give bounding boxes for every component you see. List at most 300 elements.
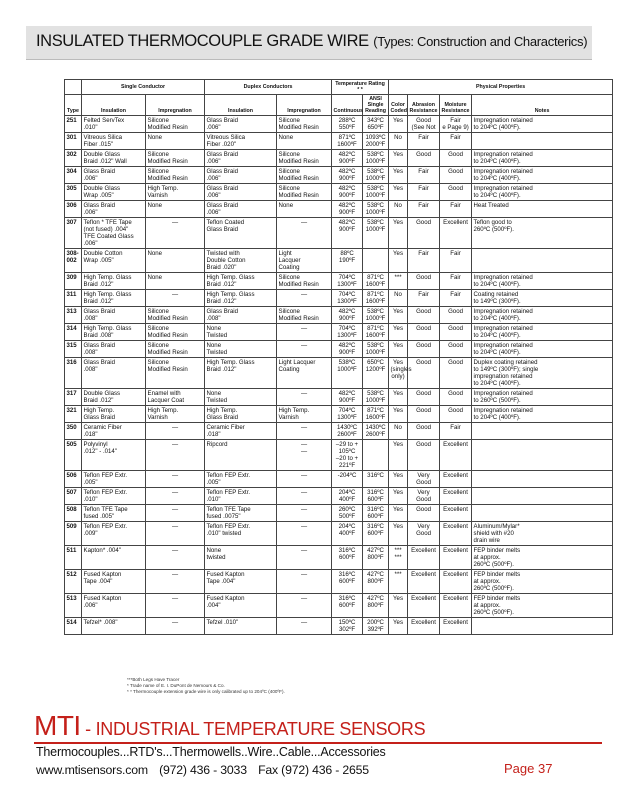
- cell-notes: Impregnation retained to 204ºC (400ºF).: [472, 324, 613, 341]
- cell-moisture: Good: [440, 324, 472, 341]
- cell-duplex-impregnation: Light Lacquer Coating: [277, 358, 332, 389]
- cell-continuous: 204ºC 400ºF: [332, 522, 363, 546]
- cell-type: 317: [65, 389, 82, 406]
- cell-single-impregnation: Silicone Modified Resin: [146, 167, 205, 184]
- cell-color-coded: Yes: [389, 389, 408, 406]
- cell-duplex-insulation: Glass Braid .006": [205, 116, 277, 133]
- cell-notes: Impregnation retained to 204ºC (400ºF).: [472, 184, 613, 201]
- cell-type: 514: [65, 618, 82, 635]
- cell-abrasion: Good: [408, 389, 440, 406]
- table-row: [65, 440, 613, 471]
- cell-color-coded: Yes: [389, 167, 408, 184]
- cell-continuous: 288ºC 550ºF: [332, 116, 363, 133]
- cell-single-impregnation: High Temp. Varnish: [146, 406, 205, 423]
- cell-single-impregnation: None: [146, 273, 205, 290]
- cell-duplex-impregnation: —: [277, 218, 332, 249]
- cell-moisture: Good: [440, 389, 472, 406]
- cell-type: 308- 002: [65, 249, 82, 273]
- cell-single-impregnation: None: [146, 133, 205, 150]
- cell-ansi-single: 427ºC 800ºF: [363, 546, 389, 570]
- cell-ansi-single: [363, 440, 389, 471]
- footer-divider: [34, 742, 602, 744]
- table-row: [65, 358, 613, 389]
- table-row: [65, 324, 613, 341]
- cell-single-insulation: Polyvinyl .012" - .014": [82, 440, 146, 471]
- cell-duplex-impregnation: —: [277, 522, 332, 546]
- fax-number: Fax (972) 436 - 2655: [258, 763, 369, 777]
- cell-moisture: Excellent: [440, 594, 472, 618]
- duplex-conductors-header: Duplex Conductors: [205, 80, 332, 95]
- cell-duplex-insulation: None twisted: [205, 546, 277, 570]
- cell-ansi-single: 871ºC 1600ºF: [363, 406, 389, 423]
- cell-moisture: Excellent: [440, 440, 472, 471]
- cell-color-coded: Yes: [389, 406, 408, 423]
- cell-single-impregnation: —: [146, 471, 205, 488]
- col-header-moisture: Moisture Resistance: [440, 95, 472, 116]
- cell-single-insulation: Glass Braid .008": [82, 358, 146, 389]
- cell-color-coded: Yes: [389, 594, 408, 618]
- cell-notes: FEP binder melts at approx. 260ºC (500ºF).: [472, 594, 613, 618]
- cell-single-insulation: Kapton* .004": [82, 546, 146, 570]
- table-row: [65, 406, 613, 423]
- brand-logo-text: MTI: [34, 710, 81, 741]
- col-header-single-insulation: Insulation: [82, 95, 146, 116]
- cell-continuous: 482ºC 900ºF: [332, 341, 363, 358]
- cell-continuous: 482ºC 900ºF: [332, 201, 363, 218]
- col-header-duplex-impregnation: Impregnation: [277, 95, 332, 116]
- cell-duplex-impregnation: None: [277, 201, 332, 218]
- cell-abrasion: Fair: [408, 167, 440, 184]
- table-row: [65, 505, 613, 522]
- cell-notes: [472, 505, 613, 522]
- table-row: [65, 594, 613, 618]
- cell-abrasion: Fair: [408, 201, 440, 218]
- cell-ansi-single: [363, 249, 389, 273]
- cell-duplex-impregnation: —: [277, 389, 332, 406]
- cell-single-impregnation: None: [146, 201, 205, 218]
- cell-continuous: 88ºC 190ºF: [332, 249, 363, 273]
- cell-duplex-impregnation: —: [277, 618, 332, 635]
- cell-moisture: Excellent: [440, 218, 472, 249]
- cell-duplex-insulation: None Twisted: [205, 324, 277, 341]
- cell-notes: [472, 618, 613, 635]
- cell-duplex-impregnation: —: [277, 471, 332, 488]
- cell-abrasion: Excellent: [408, 618, 440, 635]
- page-subtitle: (Types: Construction and Characterics): [373, 34, 588, 49]
- cell-notes: FEP binder melts at approx. 260ºC (500ºF).: [472, 546, 613, 570]
- cell-single-impregnation: —: [146, 546, 205, 570]
- cell-moisture: Good: [440, 406, 472, 423]
- cell-moisture: Fair: [440, 273, 472, 290]
- cell-abrasion: Good (See Not: [408, 116, 440, 133]
- cell-type: 511: [65, 546, 82, 570]
- cell-notes: Coating retained to 149ºC (300ºF).: [472, 290, 613, 307]
- cell-ansi-single: 427ºC 800ºF: [363, 570, 389, 594]
- cell-single-impregnation: High Temp. Varnish: [146, 184, 205, 201]
- cell-duplex-impregnation: —: [277, 324, 332, 341]
- cell-duplex-insulation: Glass Braid .006": [205, 167, 277, 184]
- cell-continuous: 316ºC 600ºF: [332, 594, 363, 618]
- table-row: [65, 471, 613, 488]
- cell-duplex-insulation: Glass Braid .008": [205, 307, 277, 324]
- cell-color-coded: ***: [389, 570, 408, 594]
- cell-abrasion: Good: [408, 406, 440, 423]
- cell-single-insulation: Teflon FEP Extr. .010": [82, 488, 146, 505]
- cell-abrasion: Good: [408, 505, 440, 522]
- col-header-color-coded: Color Coded: [389, 95, 408, 116]
- cell-single-impregnation: None: [146, 249, 205, 273]
- footnote: * Trade name of E. I. DuPont de Nemours & Co.: [127, 683, 225, 689]
- cell-duplex-insulation: Tefzel .010": [205, 618, 277, 635]
- cell-moisture: Good: [440, 150, 472, 167]
- cell-ansi-single: 871ºC 1600ºF: [363, 290, 389, 307]
- cell-duplex-insulation: Twisted with Double Cotton Braid .020": [205, 249, 277, 273]
- cell-single-impregnation: —: [146, 488, 205, 505]
- cell-moisture: Fair: [440, 423, 472, 440]
- col-header-single-impregnation: Impregnation: [146, 95, 205, 116]
- cell-type: 507: [65, 488, 82, 505]
- table-row: [65, 341, 613, 358]
- cell-color-coded: Yes: [389, 249, 408, 273]
- cell-abrasion: Excellent: [408, 546, 440, 570]
- cell-color-coded: Yes: [389, 618, 408, 635]
- cell-single-impregnation: —: [146, 440, 205, 471]
- col-header-notes: Notes: [472, 95, 613, 116]
- cell-moisture: Good: [440, 341, 472, 358]
- table-row: [65, 570, 613, 594]
- cell-ansi-single: 200ºC 392ºF: [363, 618, 389, 635]
- cell-single-impregnation: —: [146, 570, 205, 594]
- cell-ansi-single: 538ºC 1000ºF: [363, 218, 389, 249]
- cell-type: 302: [65, 150, 82, 167]
- cell-notes: Heat Treated: [472, 201, 613, 218]
- cell-moisture: Excellent: [440, 522, 472, 546]
- website-link[interactable]: www.mtisensors.com: [36, 763, 148, 777]
- cell-single-insulation: Teflon FEP Extr. .005": [82, 471, 146, 488]
- cell-single-insulation: Tefzel* .008": [82, 618, 146, 635]
- page-header: [26, 26, 592, 60]
- cell-moisture: Excellent: [440, 505, 472, 522]
- cell-type: 307: [65, 218, 82, 249]
- cell-continuous: 316ºC 600ºF: [332, 570, 363, 594]
- table-row: [65, 618, 613, 635]
- cell-color-coded: Yes: [389, 184, 408, 201]
- cell-type: 321: [65, 406, 82, 423]
- cell-abrasion: Good: [408, 423, 440, 440]
- table-row: [65, 307, 613, 324]
- cell-continuous: 538ºC 1000ºF: [332, 358, 363, 389]
- cell-type: 509: [65, 522, 82, 546]
- cell-color-coded: Yes: [389, 150, 408, 167]
- cell-single-insulation: Double Glass Braid .012": [82, 389, 146, 406]
- cell-ansi-single: 538ºC 1000ºF: [363, 184, 389, 201]
- cell-single-insulation: Double Glass Wrap .005": [82, 184, 146, 201]
- cell-type: 505: [65, 440, 82, 471]
- cell-notes: Impregnation retained to 204ºC (400ºF).: [472, 150, 613, 167]
- cell-single-insulation: Glass Braid .006": [82, 167, 146, 184]
- cell-duplex-insulation: High Temp. Glass Braid .012": [205, 290, 277, 307]
- cell-moisture: Fair: [440, 249, 472, 273]
- cell-notes: Impregnation retained to 260ºC (500ºF).: [472, 389, 613, 406]
- cell-ansi-single: 1093ºC 2000ºF: [363, 133, 389, 150]
- cell-abrasion: Good: [408, 358, 440, 389]
- cell-ansi-single: 538ºC 1000ºF: [363, 167, 389, 184]
- cell-single-impregnation: Silicone Modified Resin: [146, 324, 205, 341]
- brand-tagline: - INDUSTRIAL TEMPERATURE SENSORS: [85, 719, 426, 739]
- cell-notes: [472, 471, 613, 488]
- cell-ansi-single: 316ºC: [363, 471, 389, 488]
- cell-continuous: 482ºC 900ºF: [332, 389, 363, 406]
- cell-notes: Impregnation retained to 204ºC (400ºF).: [472, 167, 613, 184]
- table-row: [65, 273, 613, 290]
- table-row: [65, 389, 613, 406]
- cell-color-coded: No: [389, 423, 408, 440]
- cell-notes: Impregnation retained to 204ºC (400ºF).: [472, 307, 613, 324]
- cell-single-insulation: Fused Kapton Tape .004": [82, 570, 146, 594]
- blank-header: [65, 80, 82, 95]
- cell-single-impregnation: Silicone Modified Resin: [146, 358, 205, 389]
- cell-moisture: Good: [440, 307, 472, 324]
- cell-ansi-single: 316ºC 600ºF: [363, 505, 389, 522]
- cell-abrasion: Good: [408, 341, 440, 358]
- cell-type: 506: [65, 471, 82, 488]
- cell-continuous: 704ºC 1300ºF: [332, 324, 363, 341]
- cell-ansi-single: 538ºC 1000ºF: [363, 389, 389, 406]
- cell-continuous: 482ºC 900ºF: [332, 150, 363, 167]
- product-list: Thermocouples...RTD's...Thermowells..Wire..Cable...Accessories: [36, 745, 386, 759]
- table-row: [65, 116, 613, 133]
- cell-abrasion: Fair: [408, 133, 440, 150]
- cell-duplex-impregnation: Silicone Modified Resin: [277, 307, 332, 324]
- cell-continuous: 204ºC 400ºF: [332, 488, 363, 505]
- cell-duplex-impregnation: Silicone Modified Resin: [277, 167, 332, 184]
- cell-color-coded: Yes: [389, 218, 408, 249]
- cell-duplex-insulation: Glass Braid .006": [205, 184, 277, 201]
- physical-properties-header: Physical Properties: [389, 80, 613, 95]
- cell-color-coded: Yes: [389, 440, 408, 471]
- cell-type: 315: [65, 341, 82, 358]
- cell-color-coded: Yes: [389, 488, 408, 505]
- cell-continuous: 871ºC 1600ºF: [332, 133, 363, 150]
- cell-type: 350: [65, 423, 82, 440]
- cell-duplex-impregnation: Silicone Modified Resin: [277, 116, 332, 133]
- cell-duplex-impregnation: —: [277, 341, 332, 358]
- cell-single-insulation: Ceramic Fiber .018": [82, 423, 146, 440]
- cell-continuous: 704ºC 1300ºF: [332, 406, 363, 423]
- col-header-duplex-insulation: Insulation: [205, 95, 277, 116]
- cell-single-insulation: Fused Kapton .006": [82, 594, 146, 618]
- cell-color-coded: No: [389, 133, 408, 150]
- cell-single-insulation: Felted ServTex .010": [82, 116, 146, 133]
- table-group-header-row: [65, 80, 613, 95]
- cell-moisture: Good: [440, 184, 472, 201]
- footnotes: [127, 677, 285, 696]
- cell-abrasion: Good: [408, 273, 440, 290]
- cell-single-impregnation: —: [146, 522, 205, 546]
- cell-duplex-impregnation: —: [277, 423, 332, 440]
- table-row: [65, 546, 613, 570]
- wire-table-container: [64, 79, 612, 635]
- cell-duplex-impregnation: Silicone Modified Resin: [277, 273, 332, 290]
- cell-type: 513: [65, 594, 82, 618]
- cell-single-impregnation: —: [146, 505, 205, 522]
- cell-color-coded: Yes: [389, 116, 408, 133]
- cell-duplex-impregnation: —: [277, 290, 332, 307]
- table-row: [65, 201, 613, 218]
- cell-ansi-single: 650ºC 1200ºF: [363, 358, 389, 389]
- cell-abrasion: Good: [408, 150, 440, 167]
- cell-notes: Aluminum/Mylar* shield with #20 drain wire: [472, 522, 613, 546]
- cell-duplex-insulation: None Twisted: [205, 389, 277, 406]
- cell-single-insulation: Double Cotton Wrap .005": [82, 249, 146, 273]
- col-header-abrasion: Abrasion Resistance: [408, 95, 440, 116]
- page-title: INSULATED THERMOCOUPLE GRADE WIRE: [36, 32, 369, 50]
- cell-single-insulation: Double Glass Braid .012" Wall: [82, 150, 146, 167]
- table-row: [65, 290, 613, 307]
- cell-ansi-single: 538ºC 1000ºF: [363, 150, 389, 167]
- cell-ansi-single: 538ºC 1000ºF: [363, 201, 389, 218]
- col-header-continuous: Continuous: [332, 95, 363, 116]
- single-conductor-header: Single Conductor: [82, 80, 205, 95]
- cell-notes: Duplex coating retained to 149ºC (300ºF); single impregnation retained to 204ºC (400ºF).: [472, 358, 613, 389]
- cell-continuous: 482ºC 900ºF: [332, 307, 363, 324]
- cell-color-coded: Yes: [389, 341, 408, 358]
- cell-abrasion: Fair: [408, 290, 440, 307]
- cell-color-coded: No: [389, 201, 408, 218]
- cell-duplex-impregnation: —: [277, 488, 332, 505]
- cell-duplex-impregnation: —: [277, 594, 332, 618]
- cell-single-insulation: Teflon TFE Tape fused .005": [82, 505, 146, 522]
- cell-type: 305: [65, 184, 82, 201]
- cell-type: 313: [65, 307, 82, 324]
- cell-duplex-insulation: Vitreous Silica Fiber .020": [205, 133, 277, 150]
- table-body: [65, 116, 613, 635]
- cell-duplex-insulation: Teflon TFE Tape fused .0075": [205, 505, 277, 522]
- cell-color-coded: Yes: [389, 505, 408, 522]
- cell-ansi-single: 343ºC 650ºF: [363, 116, 389, 133]
- cell-moisture: Excellent: [440, 618, 472, 635]
- cell-notes: Teflon good to 260ºC (500ºF).: [472, 218, 613, 249]
- cell-moisture: Fair: [440, 290, 472, 307]
- phone-number: (972) 436 - 3033: [159, 763, 247, 777]
- col-header-type: Type: [65, 95, 82, 116]
- cell-duplex-impregnation: — —: [277, 440, 332, 471]
- cell-moisture: Fair: [440, 133, 472, 150]
- cell-duplex-impregnation: Silicone Modified Resin: [277, 184, 332, 201]
- cell-ansi-single: 1430ºC 2600ºF: [363, 423, 389, 440]
- cell-type: 311: [65, 290, 82, 307]
- footnote: ***Both Legs Have Tracer: [127, 677, 180, 682]
- cell-single-impregnation: Silicone Modified Resin: [146, 150, 205, 167]
- cell-single-impregnation: Silicone Modified Resin: [146, 116, 205, 133]
- cell-color-coded: Yes: [389, 324, 408, 341]
- temperature-rating-header: Temperature Rating * *: [332, 80, 389, 95]
- cell-duplex-impregnation: —: [277, 546, 332, 570]
- cell-type: 512: [65, 570, 82, 594]
- cell-type: 301: [65, 133, 82, 150]
- cell-abrasion: Very Good: [408, 522, 440, 546]
- cell-single-impregnation: Silicone Modified Resin: [146, 307, 205, 324]
- cell-single-insulation: High Temp. Glass Braid .012": [82, 273, 146, 290]
- cell-single-insulation: High Temp. Glass Braid: [82, 406, 146, 423]
- cell-duplex-insulation: High Temp. Glass Braid .012": [205, 358, 277, 389]
- cell-single-insulation: Teflon * TFE Tape (not fused) .004" TFE Coated Glass .006": [82, 218, 146, 249]
- cell-single-impregnation: —: [146, 594, 205, 618]
- cell-ansi-single: 538ºC 1000ºF: [363, 341, 389, 358]
- cell-type: 309: [65, 273, 82, 290]
- cell-moisture: Fair e Page 9): [440, 116, 472, 133]
- cell-type: 251: [65, 116, 82, 133]
- cell-duplex-insulation: Ceramic Fiber .018": [205, 423, 277, 440]
- cell-notes: Impregnation retained to 204ºC (400ºF).: [472, 116, 613, 133]
- cell-abrasion: Fair: [408, 249, 440, 273]
- cell-color-coded: Yes: [389, 522, 408, 546]
- cell-duplex-impregnation: Silicone Modified Resin: [277, 150, 332, 167]
- cell-moisture: Excellent: [440, 471, 472, 488]
- cell-duplex-impregnation: High Temp. Varnish: [277, 406, 332, 423]
- cell-continuous: –29 to + 105ºC –20 to + 221ºF: [332, 440, 363, 471]
- cell-duplex-insulation: None Twisted: [205, 341, 277, 358]
- cell-abrasion: Very Good: [408, 488, 440, 505]
- page-number: Page 37: [504, 761, 553, 776]
- cell-type: 304: [65, 167, 82, 184]
- cell-single-insulation: Vitreous Silica Fiber .015": [82, 133, 146, 150]
- cell-moisture: Excellent: [440, 488, 472, 505]
- cell-duplex-insulation: Teflon FEP Extr. .010": [205, 488, 277, 505]
- cell-continuous: 260ºC 500ºF: [332, 505, 363, 522]
- cell-continuous: 704ºC 1300ºF: [332, 273, 363, 290]
- contact-line: [36, 763, 377, 777]
- cell-abrasion: Good: [408, 440, 440, 471]
- cell-abrasion: Fair: [408, 184, 440, 201]
- cell-abrasion: Very Good: [408, 471, 440, 488]
- cell-color-coded: No: [389, 290, 408, 307]
- brand-line: [34, 710, 425, 742]
- cell-continuous: 482ºC 900ºF: [332, 218, 363, 249]
- cell-continuous: 704ºC 1300ºF: [332, 290, 363, 307]
- cell-abrasion: Excellent: [408, 594, 440, 618]
- cell-duplex-insulation: Teflon FEP Extr. .010" twisted: [205, 522, 277, 546]
- cell-single-impregnation: Silicone Modified Resin: [146, 341, 205, 358]
- cell-notes: Impregnation retained to 204ºC (400ºF).: [472, 273, 613, 290]
- cell-single-insulation: High Temp. Glass Braid .008": [82, 324, 146, 341]
- cell-notes: Impregnation retained to 204ºC (400ºF).: [472, 341, 613, 358]
- cell-duplex-impregnation: Light Lacquer Coating: [277, 249, 332, 273]
- cell-type: 508: [65, 505, 82, 522]
- cell-duplex-insulation: Glass Braid .006": [205, 150, 277, 167]
- cell-abrasion: Good: [408, 324, 440, 341]
- table-row: [65, 184, 613, 201]
- cell-duplex-insulation: Glass Braid .006": [205, 201, 277, 218]
- cell-color-coded: *** ***: [389, 546, 408, 570]
- cell-duplex-insulation: Teflon Coated Glass Braid: [205, 218, 277, 249]
- footnote: * * Thermocouple extension grade wire is only calibrated up to 204ºC (400ºF).: [127, 689, 285, 695]
- cell-single-insulation: Teflon FEP Extr. .009": [82, 522, 146, 546]
- col-header-ansi-single: ANSI Single Reading: [363, 95, 389, 116]
- cell-notes: [472, 488, 613, 505]
- cell-duplex-insulation: Fused Kapton .004": [205, 594, 277, 618]
- cell-single-insulation: Glass Braid .008": [82, 341, 146, 358]
- cell-single-impregnation: —: [146, 423, 205, 440]
- cell-notes: [472, 133, 613, 150]
- cell-type: 306: [65, 201, 82, 218]
- table-row: [65, 423, 613, 440]
- cell-moisture: Good: [440, 358, 472, 389]
- cell-ansi-single: 871ºC 1600ºF: [363, 324, 389, 341]
- cell-color-coded: Yes: [389, 307, 408, 324]
- cell-single-insulation: Glass Braid .008": [82, 307, 146, 324]
- cell-continuous: 1430ºC 2600ºF: [332, 423, 363, 440]
